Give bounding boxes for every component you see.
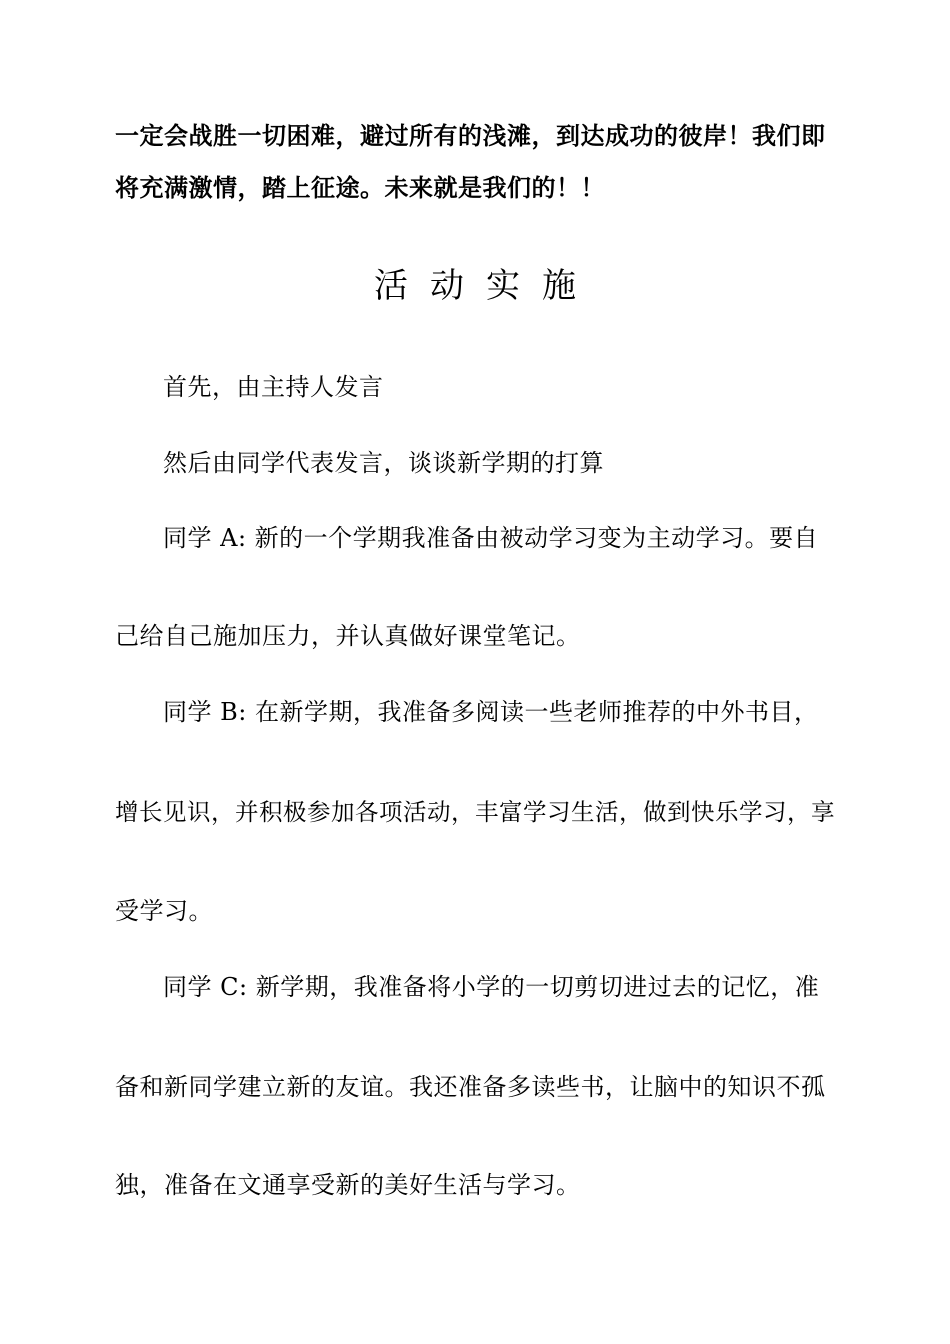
- student-a-line-2: 己给自己施加压力，并认真做好课堂笔记。: [115, 622, 581, 650]
- intro-line-2: 将充满激情，踏上征途。未来就是我们的！！: [115, 173, 605, 202]
- paragraph-student-speech: 然后由同学代表发言，谈谈新学期的打算: [163, 449, 604, 477]
- intro-line-1: 一定会战胜一切困难，避过所有的浅滩，到达成功的彼岸！我们即: [115, 121, 826, 150]
- student-c-line-2: 备和新同学建立新的友谊。我还准备多读些书，让脑中的知识不孤: [115, 1073, 826, 1101]
- section-title: 活动实施: [374, 266, 598, 306]
- paragraph-host-speech: 首先，由主持人发言: [163, 373, 384, 401]
- student-b-line-2: 增长见识，并积极参加各项活动，丰富学习生活，做到快乐学习，享: [115, 798, 835, 826]
- student-c-line-1: 同学 C: 新学期，我准备将小学的一切剪切进过去的记忆，准: [163, 973, 820, 1001]
- student-a-line-1: 同学 A: 新的一个学期我准备由被动学习变为主动学习。要自: [163, 524, 819, 552]
- student-c-line-3: 独，准备在文通享受新的美好生活与学习。: [115, 1171, 581, 1199]
- student-b-line-1: 同学 B: 在新学期，我准备多阅读一些老师推荐的中外书目，: [163, 698, 819, 726]
- student-b-line-3: 受学习。: [115, 897, 213, 925]
